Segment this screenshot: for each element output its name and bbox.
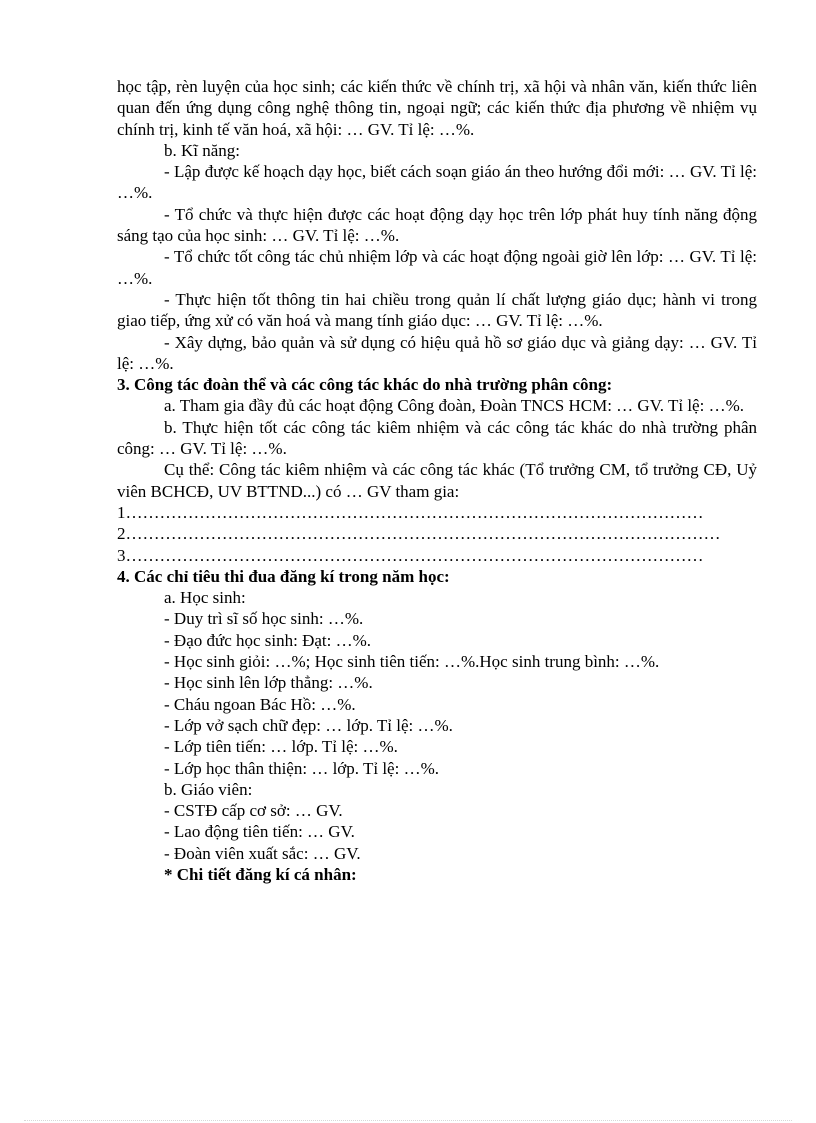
teacher-target-3: - Đoàn viên xuất sắc: … GV. [164, 843, 361, 863]
skill-item-3: - Tổ chức tốt công tác chủ nhiệm lớp và các hoạt động ngoài giờ lên lớp: … GV. Tỉ lệ: …%. [117, 247, 757, 288]
teachers-heading: b. Giáo viên: [164, 779, 253, 799]
student-target-2: - Đạo đức học sinh: Đạt: …%. [164, 630, 372, 650]
student-target-1: - Duy trì sĩ số học sinh: …%. [164, 609, 364, 629]
fill-line-1: 1………………………………………………………………………………………… [117, 502, 704, 522]
intro-continuation: học tập, rèn luyện của học sinh; các kiến thức về chính trị, xã hội và nhân văn, kiến thức liên quan đến ứng dụng công nghệ thông tin, ngoại ngữ; các kiến thức địa phương về nhiệm vụ chính trị, kinh tế văn hoá, xã hội: … GV. Tỉ lệ: …%. [117, 77, 757, 139]
student-target-6: - Lớp vở sạch chữ đẹp: … lớp. Tỉ lệ: …%. [164, 715, 453, 735]
student-target-5: - Cháu ngoan Bác Hồ: …%. [164, 694, 356, 714]
personal-registration-heading: * Chi tiết đăng kí cá nhân: [164, 864, 357, 884]
section3-item-b: b. Thực hiện tốt các công tác kiêm nhiệm và các công tác khác do nhà trường phân công: … GV. Tỉ lệ: …%. [117, 417, 757, 459]
section4-heading: 4. Các chỉ tiêu thi đua đăng kí trong năm học: [117, 566, 450, 586]
student-target-3: - Học sinh giỏi: …%; Học sinh tiên tiến: …%.Học sinh trung bình: …%. [164, 652, 660, 672]
skill-item-4: - Thực hiện tốt thông tin hai chiều trong quản lí chất lượng giáo dục; hành vi trong giao tiếp, ứng xử có văn hoá và mang tính giáo dục: … GV. Tỉ lệ: …%. [117, 289, 757, 331]
fill-line-3: 3………………………………………………………………………………………… [117, 545, 704, 565]
student-target-4: - Học sinh lên lớp thẳng: …%. [164, 673, 373, 693]
student-target-8: - Lớp học thân thiện: … lớp. Tỉ lệ: …%. [164, 758, 439, 778]
fill-line-2: 2…………………………………………………………………………………………… [117, 524, 721, 544]
skill-item-1: - Lập được kế hoạch dạy học, biết cách soạn giáo án theo hướng đổi mới: … GV. Tỉ lệ: …%. [117, 162, 757, 203]
teacher-target-2: - Lao động tiên tiến: … GV. [164, 822, 355, 842]
section3-heading: 3. Công tác đoàn thể và các công tác khác do nhà trường phân công: [117, 375, 613, 395]
student-target-7: - Lớp tiên tiến: … lớp. Tỉ lệ: …%. [164, 737, 398, 757]
section3-item-a: a. Tham gia đầy đủ các hoạt động Công đoàn, Đoàn TNCS HCM: … GV. Tỉ lệ: …%. [164, 396, 744, 416]
skills-heading: b. Kĩ năng: [164, 140, 241, 160]
document-page [117, 76, 757, 885]
skill-item-5: - Xây dựng, bảo quản và sử dụng có hiệu quả hồ sơ giáo dục và giảng dạy: … GV. Tỉ lệ: …%. [117, 332, 757, 373]
teacher-target-1: - CSTĐ cấp cơ sở: … GV. [164, 801, 343, 821]
section3-detail: Cụ thể: Công tác kiêm nhiệm và các công tác khác (Tổ trưởng CM, tổ trưởng CĐ, Uỷ viên BCHCĐ, UV BTTND...) có … GV tham gia: [117, 460, 757, 501]
students-heading: a. Học sinh: [164, 588, 246, 608]
skill-item-2: - Tổ chức và thực hiện được các hoạt động dạy học trên lớp phát huy tính năng động sáng tạo của học sinh: … GV. Tỉ lệ: …%. [117, 204, 757, 246]
page-bottom-divider [24, 1120, 792, 1121]
